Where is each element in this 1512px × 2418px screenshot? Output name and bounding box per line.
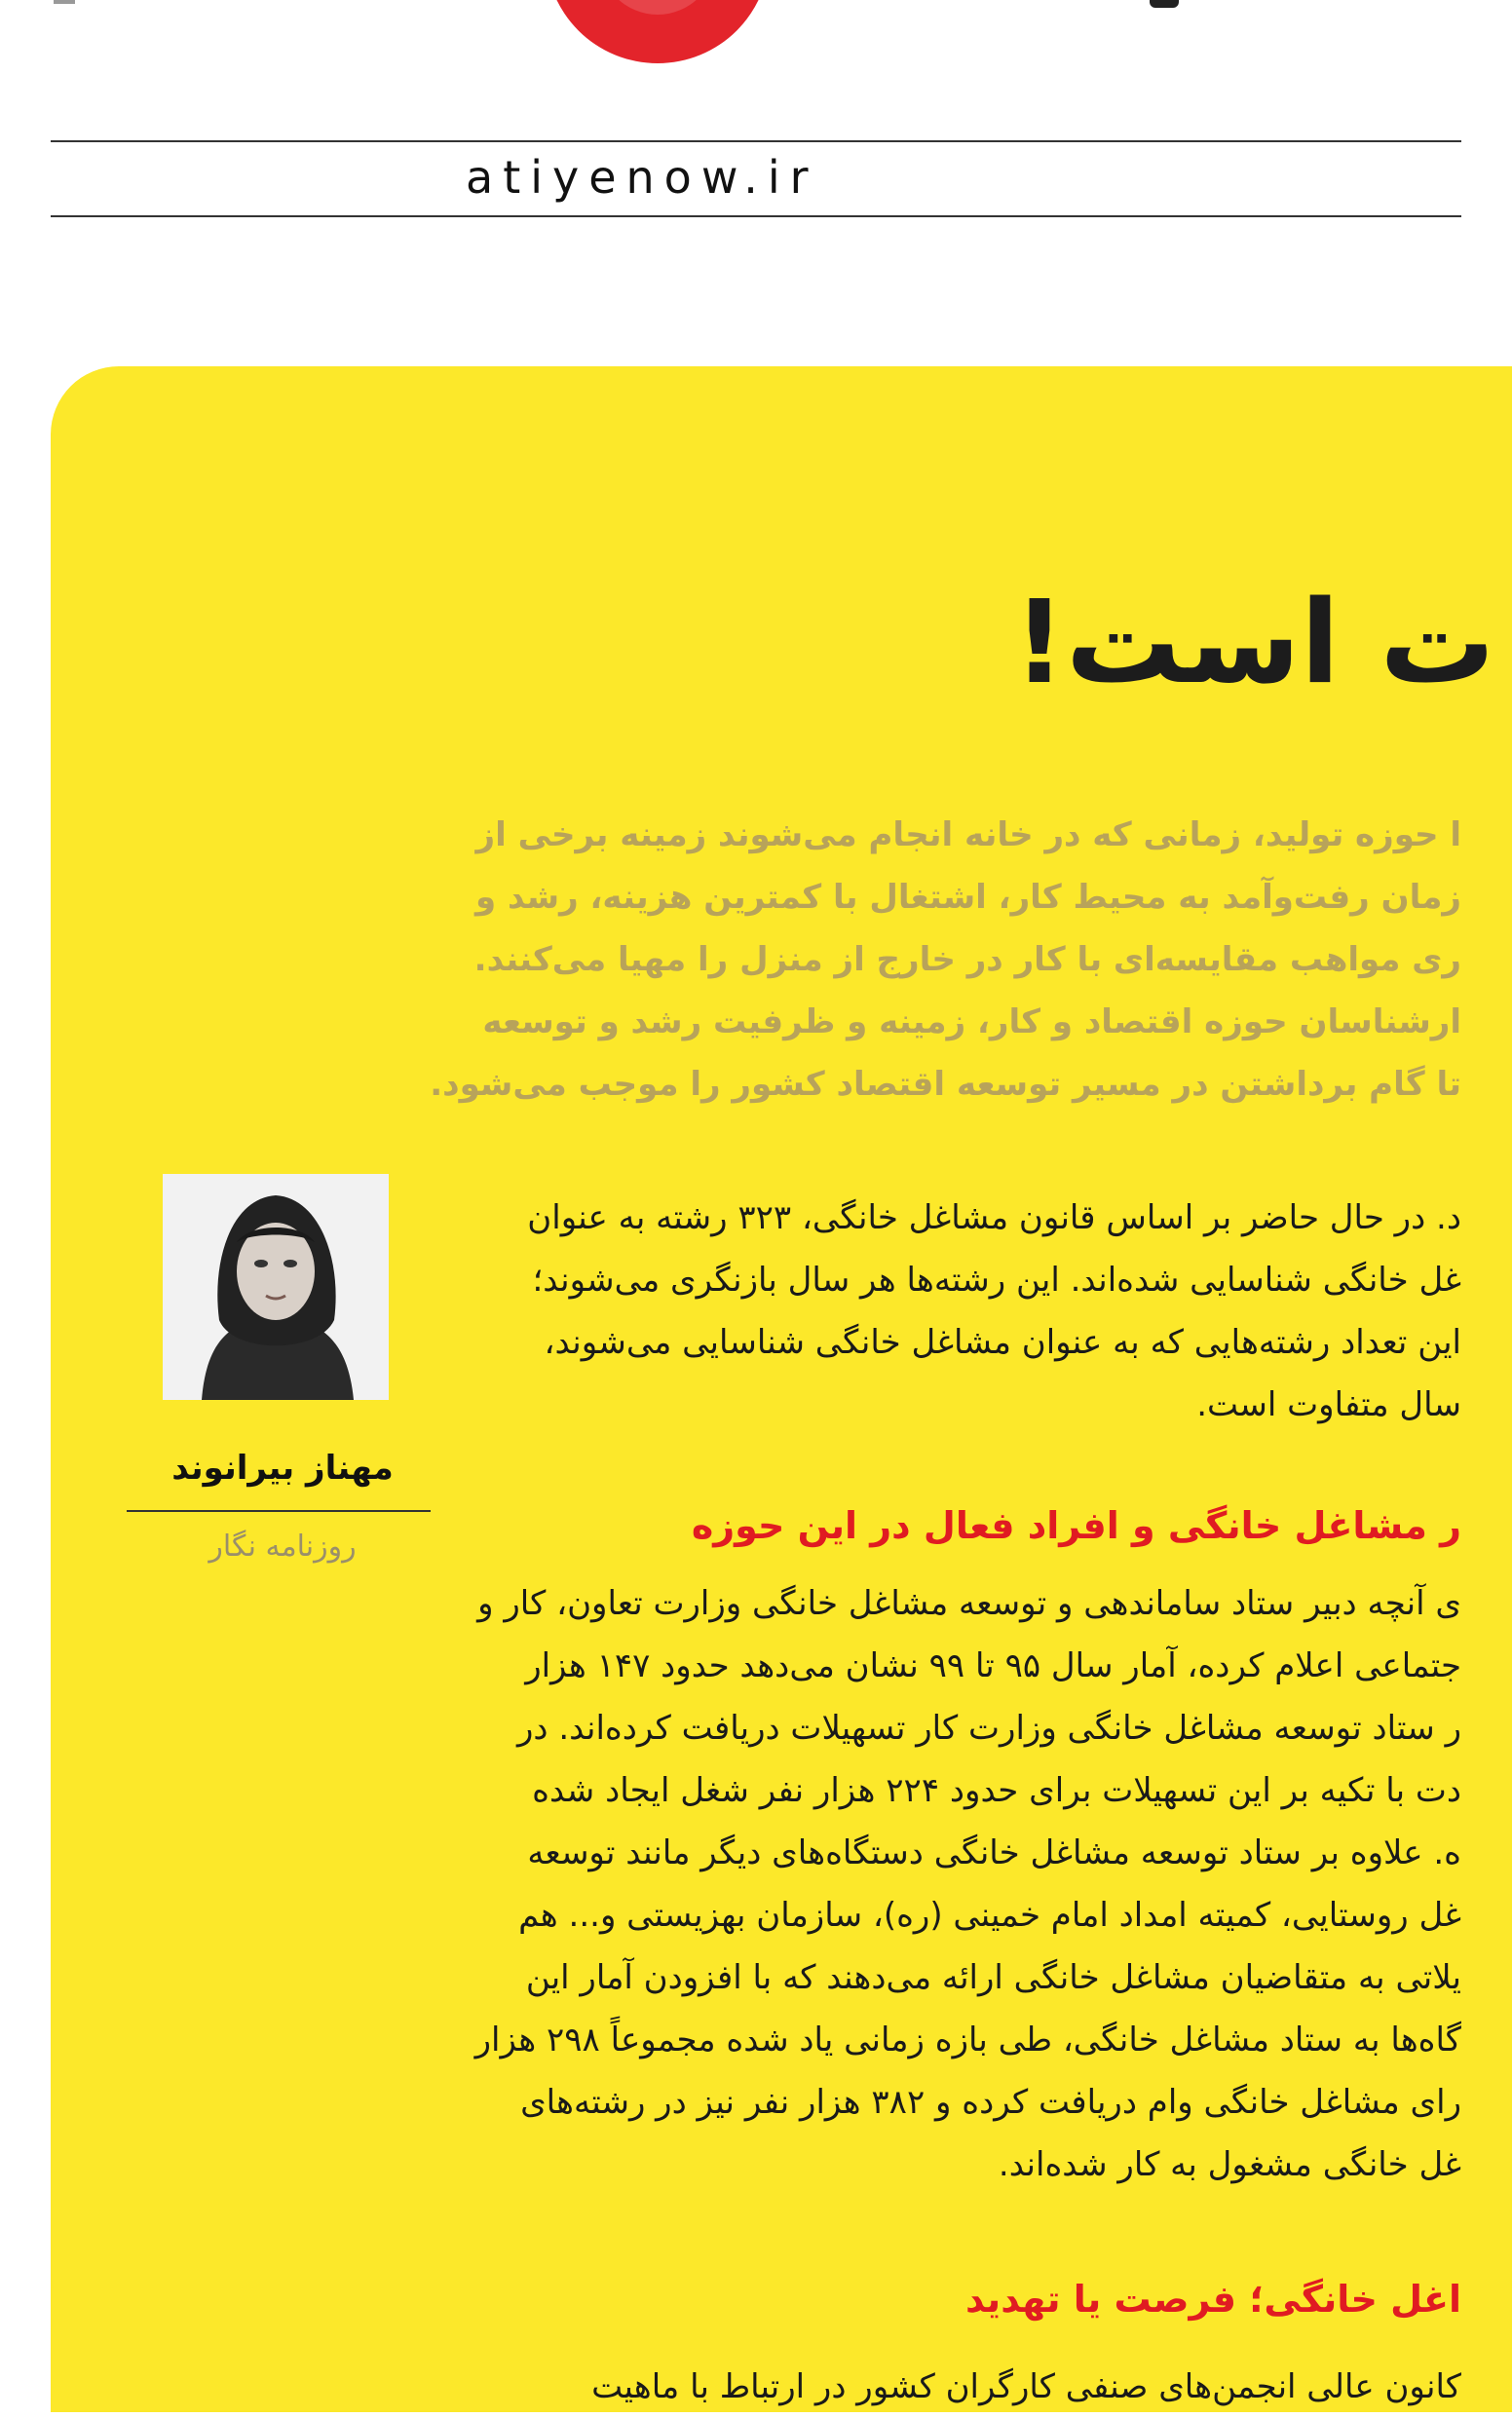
lead-line: زمان رفت‌وآمد به محیط کار، اشتغال با کمترین هزینه، رشد و <box>475 878 1461 917</box>
body-line: جتماعی اعلام کرده، آمار سال ۹۵ تا ۹۹ نشان می‌دهد حدود ۱۴۷ هزار <box>525 1646 1461 1685</box>
lead-line: ا حوزه تولید، زمانی که در خانه انجام می‌شوند زمینه برخی از <box>475 815 1461 854</box>
article-headline: ت است! <box>1013 575 1495 709</box>
article-lead <box>430 804 1461 1115</box>
body-line: کانون عالی انجمن‌های صنفی کارگران کشور در ارتباط با ماهیت <box>591 2367 1461 2406</box>
body-line: د. در حال حاضر بر اساس قانون مشاغل خانگی، ۳۲۳ رشته به عنوان <box>527 1198 1461 1237</box>
body-line: غل خانگی شناسایی شده‌اند. این رشته‌ها هر سال بازنگری می‌شوند؛ <box>532 1261 1461 1300</box>
body-line: رای مشاغل خانگی وام دریافت کرده و ۳۸۲ هزار نفر نیز در رشته‌های <box>520 2083 1461 2122</box>
article-paragraph-2 <box>474 1572 1461 2196</box>
author-portrait-svg <box>163 1174 389 1400</box>
body-line: گاه‌ها به ستاد مشاغل خانگی، طی بازه زمانی یاد شده مجموعاً ۲۹۸ هزار <box>474 2021 1461 2059</box>
lead-line: ری مواهب مقایسه‌ای با کار در خارج از منزل را مهیا می‌کنند. <box>473 940 1461 979</box>
body-line: ه. علاوه بر ستاد توسعه مشاغل خانگی دستگاه‌های دیگر مانند توسعه <box>527 1833 1461 1872</box>
newspaper-logo-icon <box>546 0 770 63</box>
author-name: مهناز بیرانوند <box>171 1449 394 1488</box>
body-line: یلاتی به متقاضیان مشاغل خانگی ارائه می‌دهند که با افزودن آمار این <box>525 1958 1461 1997</box>
author-role: روزنامه نگار <box>208 1530 357 1564</box>
header-bottom-rule <box>51 215 1461 217</box>
article-paragraph-1 <box>509 1187 1461 1436</box>
body-line: سال متفاوت است. <box>1196 1385 1461 1424</box>
article-subheading-2: اغل خانگی؛ فرصت یا تهدید <box>964 2278 1461 2321</box>
article-subheading-1: ر مشاغل خانگی و افراد فعال در این حوزه <box>691 1504 1461 1547</box>
body-line: غل خانگی مشغول به کار شده‌اند. <box>998 2145 1461 2184</box>
body-line: ر ستاد توسعه مشاغل خانگی وزارت کار تسهیلات دریافت کرده‌اند. در <box>516 1709 1461 1748</box>
masthead-mark <box>54 0 75 4</box>
article-paragraph-3 <box>509 2356 1461 2418</box>
lead-line: تا گام برداشتن در مسیر توسعه اقتصاد کشور را موجب می‌شود. <box>430 1065 1461 1104</box>
author-portrait-icon <box>163 1174 389 1400</box>
masthead-fragment <box>1150 0 1179 8</box>
header-top-rule <box>51 140 1461 142</box>
website-url[interactable]: atiyenow.ir <box>466 151 818 204</box>
body-line: ی آنچه دبیر ستاد ساماندهی و توسعه مشاغل خانگی وزارت تعاون، کار و <box>477 1584 1461 1623</box>
body-line: غل روستایی، کمیته امداد امام خمینی (ره)، سازمان بهزیستی و... هم <box>518 1896 1461 1935</box>
author-divider <box>127 1510 431 1512</box>
body-line: این تعداد رشته‌هایی که به عنوان مشاغل خانگی شناسایی می‌شوند، <box>544 1323 1461 1362</box>
lead-line: ارشناسان حوزه اقتصاد و کار، زمینه و ظرفیت رشد و توسعه <box>482 1002 1461 1041</box>
body-line: دت با تکیه بر این تسهیلات برای حدود ۲۲۴ هزار نفر شغل ایجاد شده <box>532 1771 1461 1810</box>
